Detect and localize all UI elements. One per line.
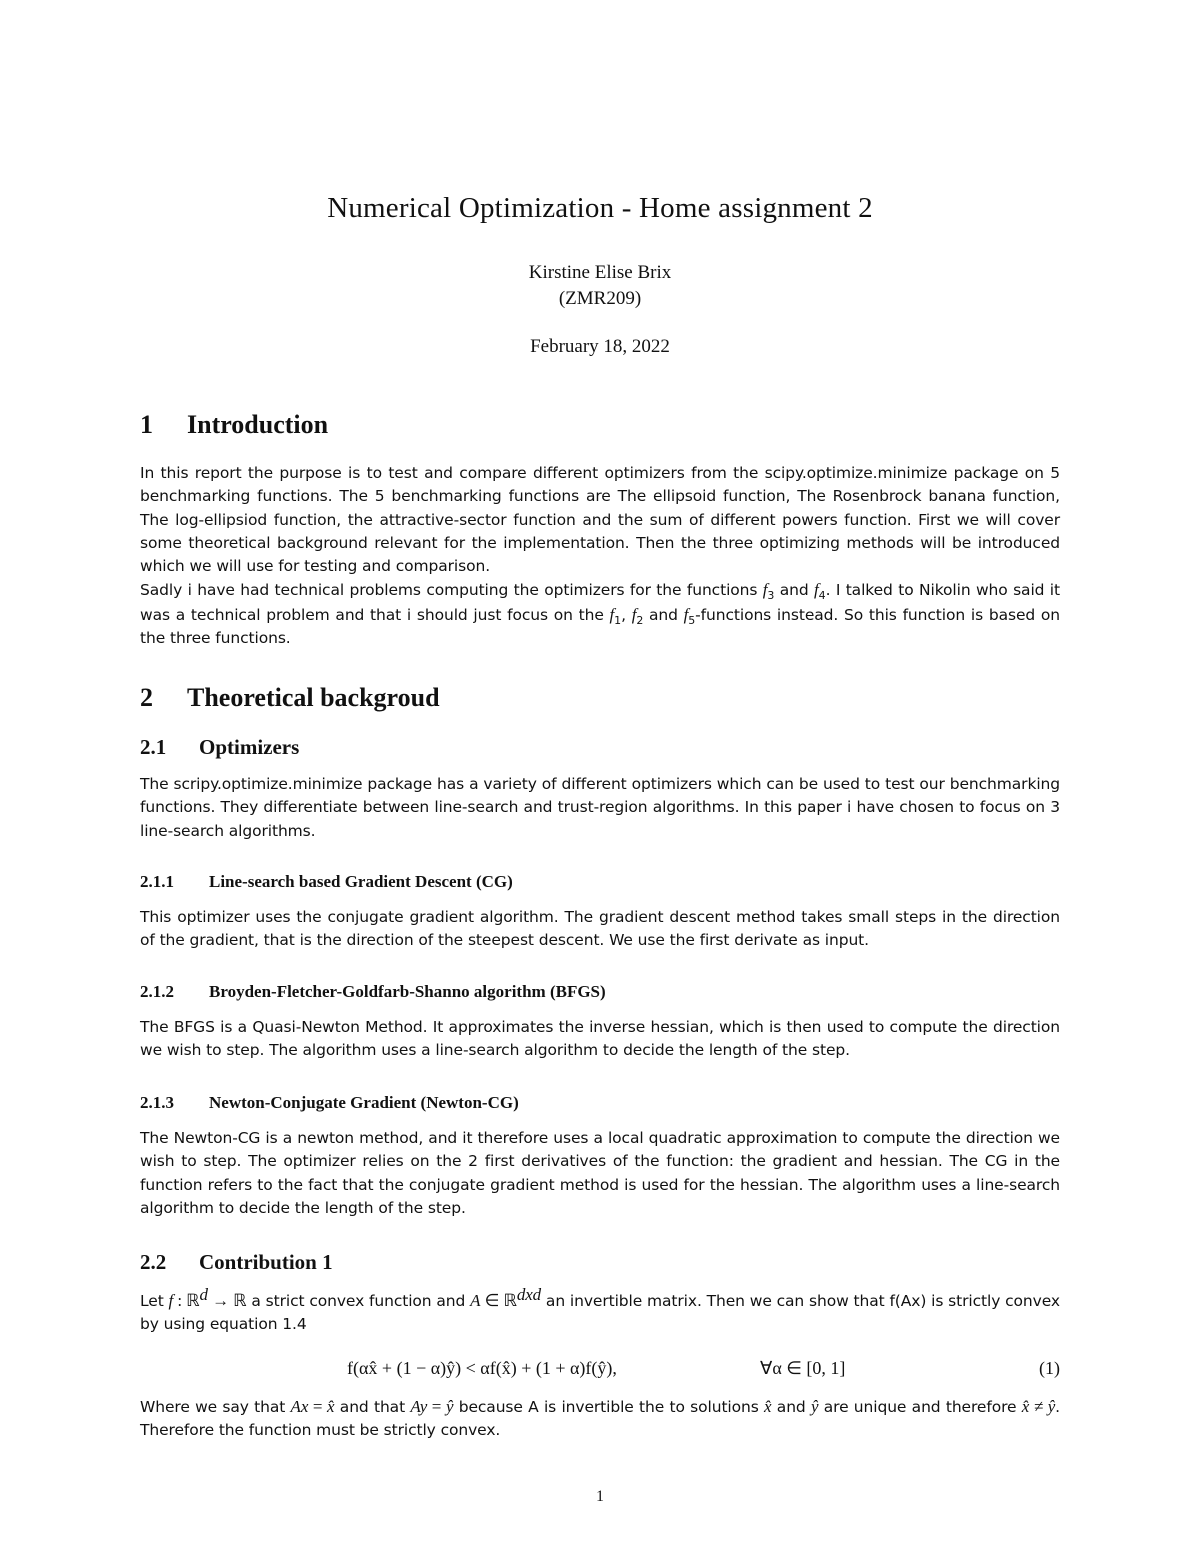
- subsubsection-title: Line-search based Gradient Descent (CG): [209, 872, 513, 891]
- bfgs-paragraph: The BFGS is a Quasi-Newton Method. It approximates the inverse hessian, which is then used to compute the direction we wish to step. The algorithm uses a line-search algorithm to decide the length of the step.: [140, 1018, 1060, 1060]
- optimizers-paragraph: The scripy.optimize.minimize package has a variety of different optimizers which can be used to test our benchmarking functions. They differentiate between line-search and trust-region algorithms. In this paper i have chosen to focus on 3 line-search algorithms.: [140, 775, 1060, 840]
- subsubsection-heading-cg: [140, 872, 513, 892]
- subsection-heading-contribution-1: [140, 1250, 333, 1275]
- subsubsection-title: Newton-Conjugate Gradient (Newton-CG): [209, 1093, 519, 1112]
- subsection-title: Contribution 1: [199, 1250, 333, 1274]
- student-id: (ZMR209): [558, 288, 642, 309]
- equation-body: f(αx̂ + (1 − α)ŷ) < αf(x̂) + (1 + α)f(ŷ),: [347, 1358, 617, 1378]
- subsubsection-number: 2.1.1: [140, 872, 174, 891]
- section-title: Theoretical backgroud: [187, 683, 440, 712]
- intro-text-2: Sadly i have had technical problems computing the optimizers for the functions $f_3$ and $f_4$. I talked to Nikolin who said it was a technical problem and that i should just focus on the $f_1$, $f_2$ and $f_5$-functions instead. So this function is based on the three functions.: [140, 580, 1060, 648]
- author-name: Kirstine Elise Brix: [528, 262, 672, 283]
- section-heading-introduction: [140, 410, 328, 440]
- intro-paragraph: [140, 462, 1060, 650]
- subsection-number: 2.1: [140, 735, 167, 759]
- intro-text-1: In this report the purpose is to test and compare different optimizers from the scipy.optimize.minimize package on 5 benchmarking functions. The 5 benchmarking functions are The ellipsoid function, The Rosenbrock banana function, The log-ellipsiod function, the attractive-sector function and the sum of different powers function. First we will cover some theoretical background relevant for the implementation. Then the three optimizing methods will be introduced which we will use for testing and comparison.: [140, 464, 1060, 576]
- subsection-number: 2.2: [140, 1250, 167, 1274]
- section-heading-theoretical-background: [140, 683, 440, 713]
- newton-cg-paragraph: The Newton-CG is a newton method, and it therefore uses a local quadratic approximation to compute the direction we wish to step. The optimizer relies on the 2 first derivatives of the function: the gradient and hessian. The CG in the function refers to the fact that the conjugate gradient method is used for the hessian. The algorithm uses a line-search algorithm to decide the length of the step.: [140, 1129, 1060, 1217]
- contribution-paragraph-2: Where we say that Ax = x̂ and that Ay = ŷ because A is invertible the to solutions x̂ and ŷ are unique and therefore x̂ ≠ ŷ. Therefore the function must be strictly convex.: [140, 1397, 1060, 1440]
- equation-number: (1): [1039, 1358, 1060, 1378]
- section-number: 2: [140, 683, 153, 712]
- subsubsection-number: 2.1.3: [140, 1093, 174, 1112]
- cg-paragraph: This optimizer uses the conjugate gradient algorithm. The gradient descent method takes small steps in the direction of the gradient, that is the direction of the steepest descent. We use the first derivate as input.: [140, 908, 1060, 950]
- contribution-paragraph-1: Let f : ℝ$^d$ → ℝ a strict convex function and A ∈ ℝ$^{dxd}$ an invertible matrix. Then we can show that f(Ax) is strictly convex by using equation 1.4: [140, 1284, 1060, 1334]
- equation-1: [140, 1358, 1060, 1384]
- subsection-heading-optimizers: [140, 735, 299, 760]
- section-title: Introduction: [187, 410, 329, 439]
- equation-condition: ∀α ∈ [0, 1]: [760, 1358, 846, 1378]
- subsubsection-title: Broyden-Fletcher-Goldfarb-Shanno algorithm (BFGS): [209, 982, 606, 1001]
- subsubsection-number: 2.1.2: [140, 982, 174, 1001]
- section-number: 1: [140, 410, 153, 439]
- subsection-title: Optimizers: [199, 735, 300, 759]
- subsubsection-heading-bfgs: [140, 982, 606, 1002]
- page-number: 1: [596, 1488, 604, 1505]
- paper-date: February 18, 2022: [530, 336, 670, 357]
- paper-title: Numerical Optimization - Home assignment 2: [327, 192, 873, 224]
- subsubsection-heading-newton-cg: [140, 1093, 519, 1113]
